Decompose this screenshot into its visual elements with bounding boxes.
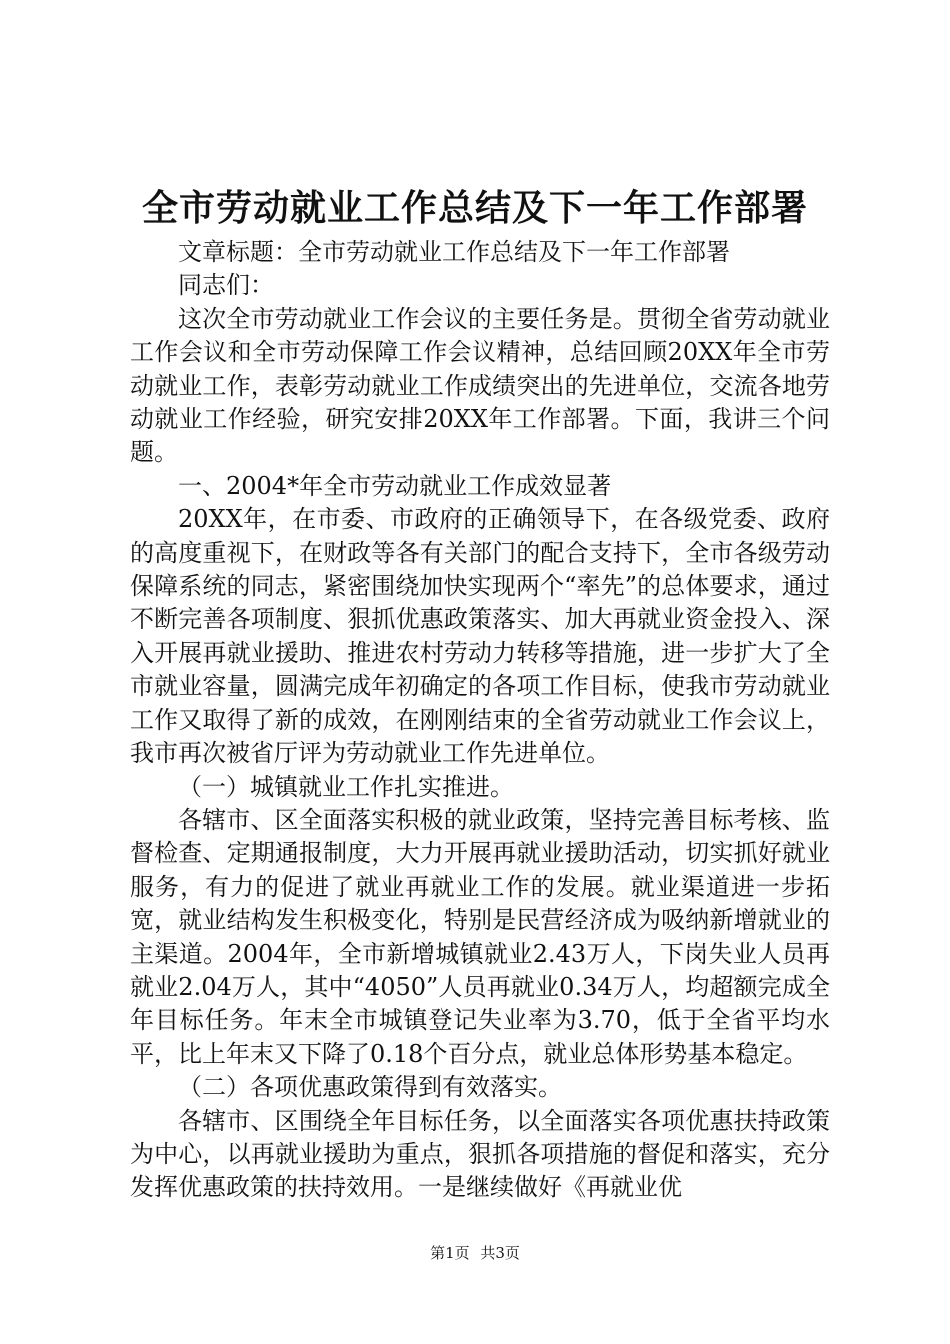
paragraph: 这次全市劳动就业工作会议的主要任务是。贯彻全省劳动就业工作会议和全市劳动保障工作会议精神，总结回顾20XX年全市劳动就业工作，表彰劳动就业工作成绩突出的先进单位，交流各地劳动就业工作经验，研究安排20XX年工作部署。下面，我讲三个问题。 <box>130 304 830 467</box>
section-heading: 一、2004*年全市劳动就业工作成效显著 <box>178 471 612 500</box>
article-title-line: 文章标题：全市劳动就业工作总结及下一年工作部署 <box>178 238 730 266</box>
page-number: 第1页 <box>430 1244 470 1262</box>
paragraph: 20XX年，在市委、市政府的正确领导下，在各级党委、政府的高度重视下，在财政等各有关部门的配合支持下，全市各级劳动保障系统的同志，紧密围绕加快实现两个“率先”的总体要求，通过不断完善各项制度、狠抓优惠政策落实、加大再就业资金投入、深入开展再就业援助、推进农村劳动力转移等措施，进一步扩大了全市就业容量，圆满完成年初确定的各项工作目标，使我市劳动就业工作又取得了新的成效，在刚刚结束的全省劳动就业工作会议上，我市再次被省厅评为劳动就业工作先进单位。 <box>130 505 830 768</box>
subsection-heading: （二）各项优惠政策得到有效落实。 <box>178 1073 562 1102</box>
paragraph: 各辖市、区围绕全年目标任务，以全面落实各项优惠扶持政策为中心，以再就业援助为重点，狠抓各项措施的督促和落实，充分发挥优惠政策的扶持效用。一是继续做好《再就业优 <box>130 1106 830 1202</box>
page-footer <box>0 1243 950 1263</box>
subsection-heading: （一）城镇就业工作扎实推进。 <box>178 772 514 801</box>
document-title: 全市劳动就业工作总结及下一年工作部署 <box>141 187 808 229</box>
page-total: 共3页 <box>480 1244 520 1262</box>
paragraph: 各辖市、区全面落实积极的就业政策，坚持完善目标考核、监督检查、定期通报制度，大力开展再就业援助活动，切实抓好就业服务，有力的促进了就业再就业工作的发展。就业渠道进一步拓宽，就业结构发生积极变化，特别是民营经济成为吸纳新增就业的主渠道。2004年，全市新增城镇就业2.43万人，下岗失业人员再就业2.04万人，其中“4050”人员再就业0.34万人，均超额完成全年目标任务。年末全市城镇登记失业率为3.70，低于全省平均水平，比上年末又下降了0.18个百分点，就业总体形势基本稳定。 <box>130 805 830 1068</box>
salutation: 同志们： <box>178 271 274 300</box>
document-body <box>130 236 830 1205</box>
